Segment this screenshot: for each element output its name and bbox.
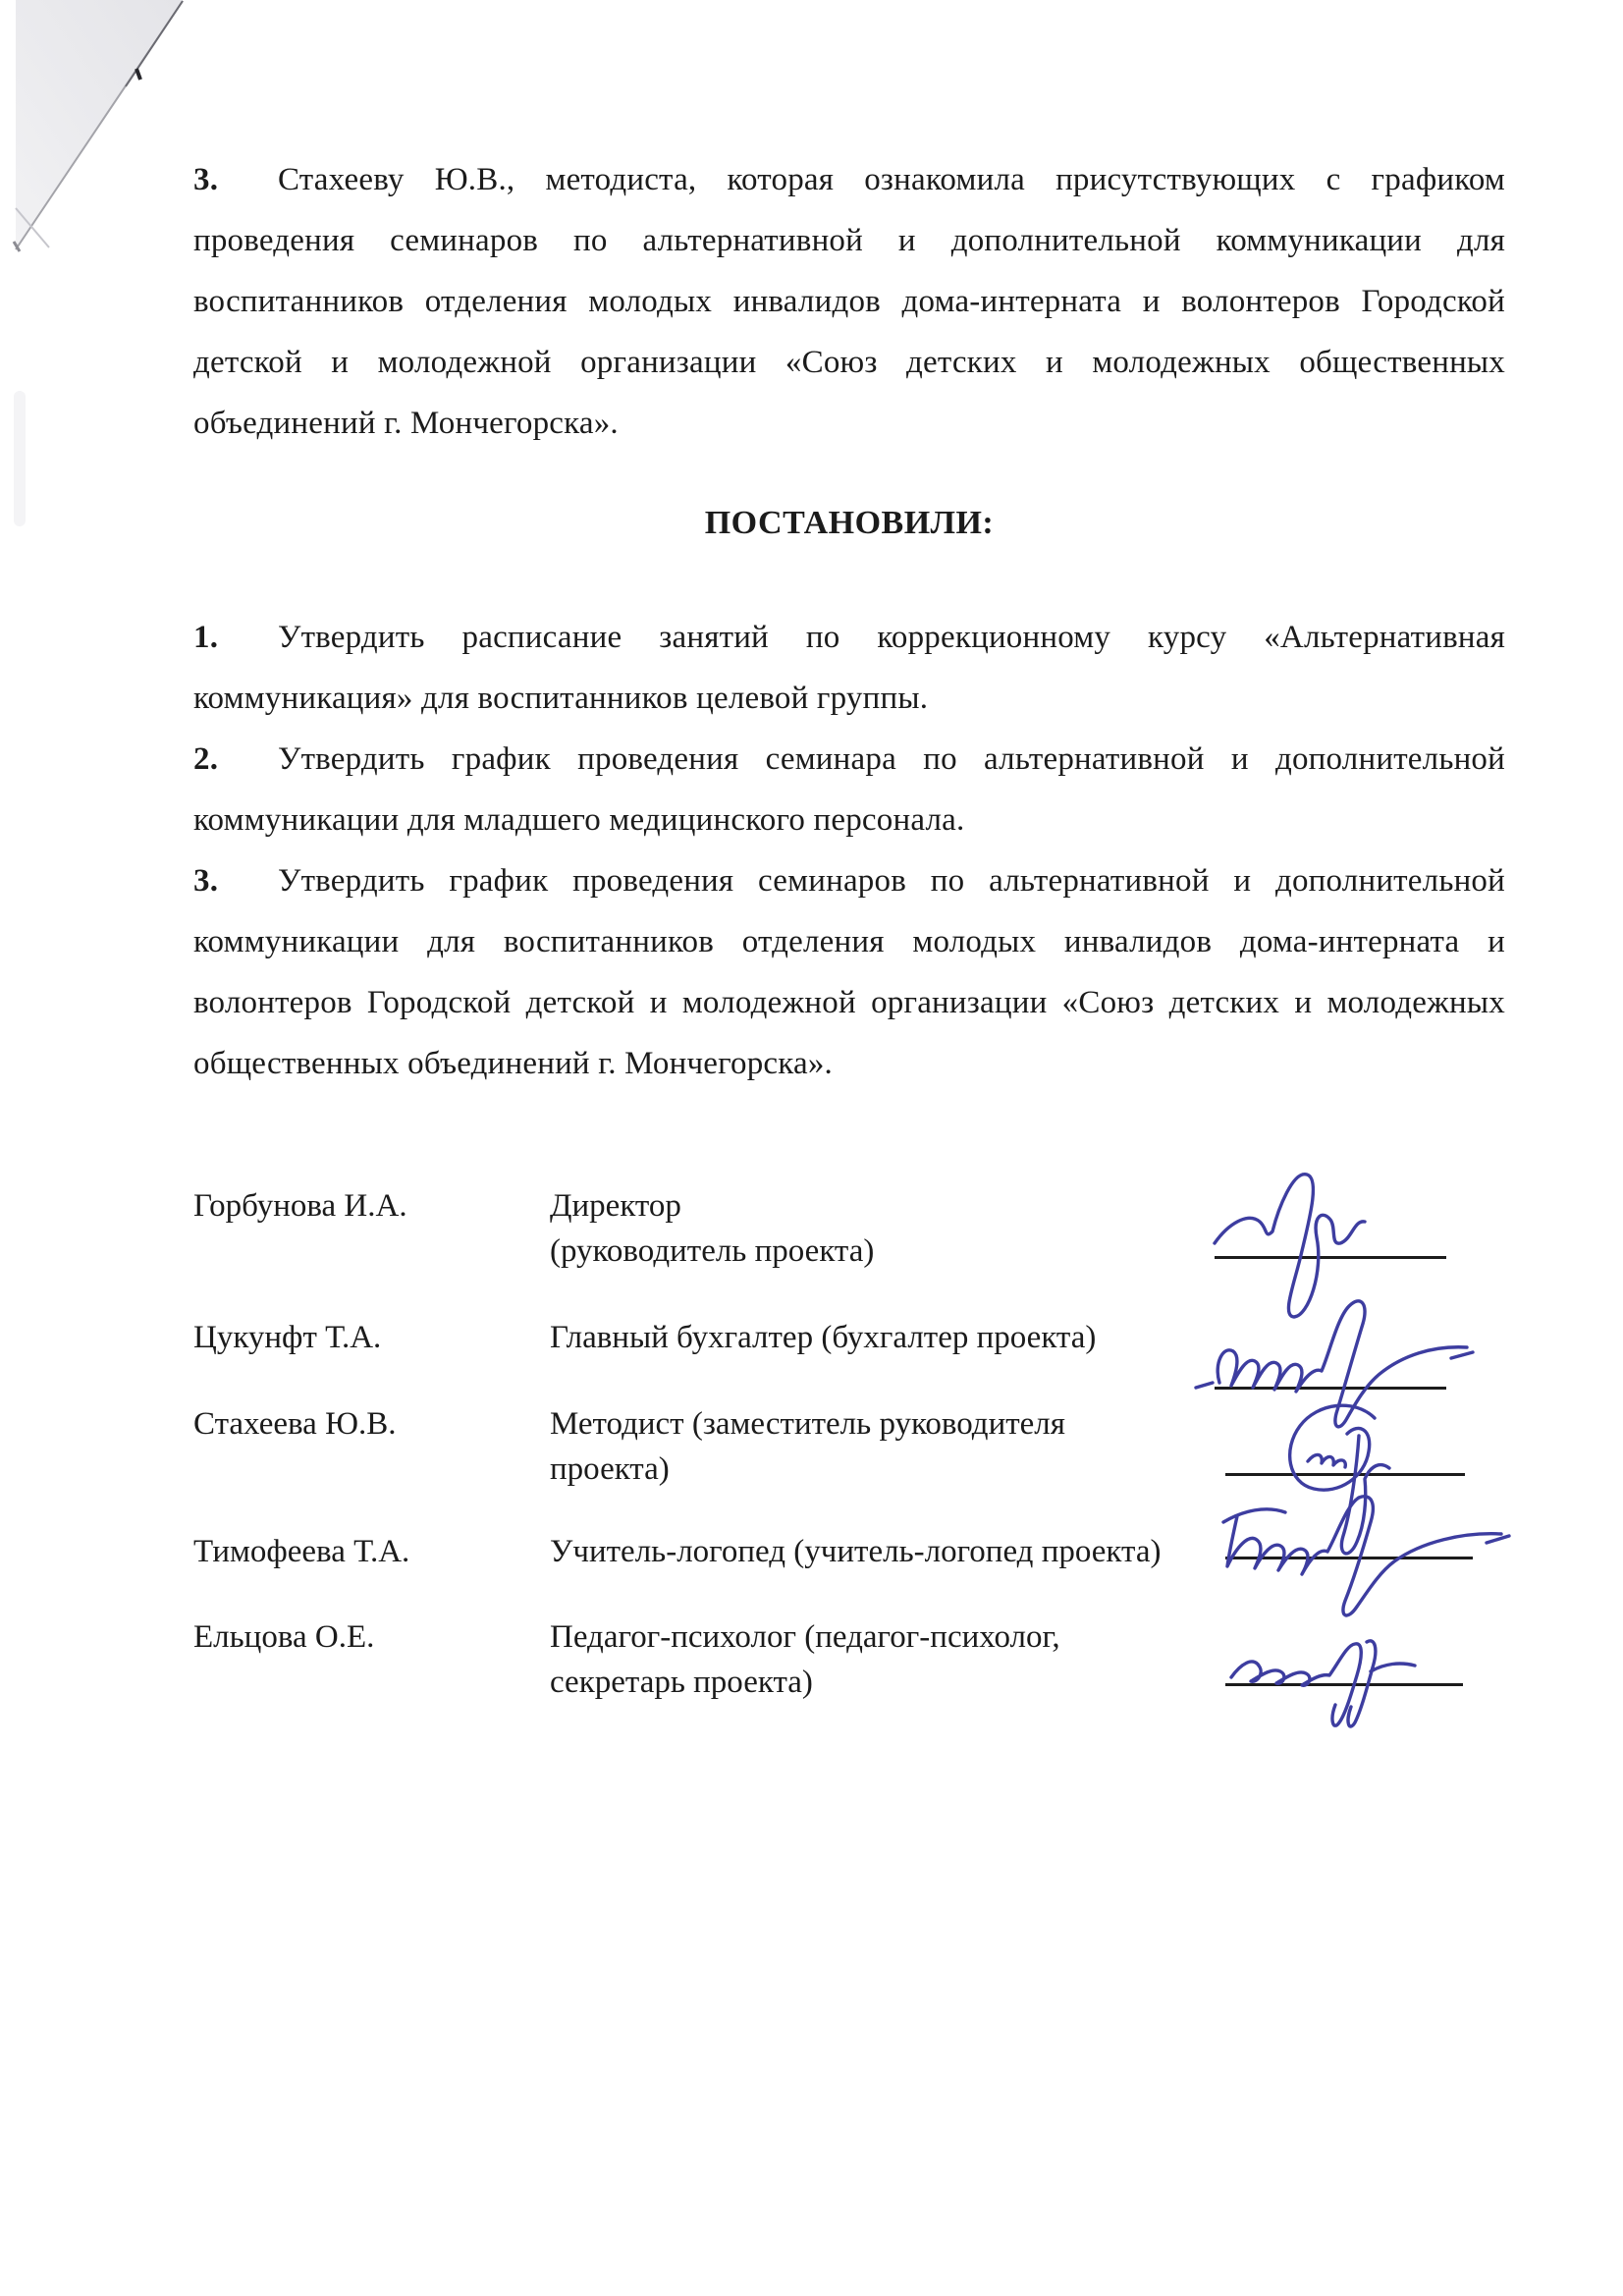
signatory-name: Горбунова И.А.: [193, 1188, 407, 1224]
signature-eltsova-ink: [1223, 1632, 1449, 1742]
item-text: Утвердить график проведения семинаров по альтернативной и дополнительной коммуникации для воспитанников отделения молодых инвалидов дома-интерната и волонтеров Городской детской и молодежной организации «Союз детских и молодежных общественных объединений г. Мончегорска».: [193, 863, 1505, 1081]
paragraph-item-3: [193, 149, 1505, 454]
item-text: Утвердить расписание занятий по коррекционному курсу «Альтернативная коммуникация» для воспитанников целевой группы.: [193, 620, 1505, 716]
signature-tsukunft-ink: [1190, 1288, 1485, 1436]
signature-timofeeva-ink: [1210, 1491, 1524, 1628]
signatory-position: [550, 1183, 1188, 1274]
position-line: проекта): [550, 1451, 670, 1487]
signatory-position: [550, 1529, 1188, 1574]
signatory-position: [550, 1401, 1188, 1492]
signature-line: [1225, 1557, 1473, 1559]
resolution-item-1: [193, 607, 1505, 729]
item-number: 1.: [193, 620, 219, 655]
signature-line: [1215, 1387, 1446, 1390]
signatory-position: [550, 1614, 1188, 1705]
scan-edge-artifact: [14, 391, 26, 526]
item-text: Стахееву Ю.В., методиста, которая ознакомила присутствующих с графиком проведения семинаров по альтернативной и дополнительной коммуникации для воспитанников отделения молодых инвалидов дома-интерната и волонтеров Городской детской и молодежной организации «Союз детских и молодежных общественных объединений г. Мончегорска».: [193, 162, 1505, 441]
item-number: 2.: [193, 741, 219, 777]
signature-line: [1215, 1256, 1446, 1259]
signatory-name: Стахеева Ю.В.: [193, 1406, 397, 1442]
position-line: секретарь проекта): [550, 1665, 813, 1700]
resolutions-block: [193, 607, 1505, 1094]
signature-line: [1225, 1473, 1465, 1476]
signatory-name: Цукунфт Т.А.: [193, 1320, 382, 1355]
resolution-item-3: [193, 850, 1505, 1094]
position-line: (руководитель проекта): [550, 1233, 875, 1269]
signature-line: [1225, 1683, 1463, 1686]
resolved-heading: ПОСТАНОВИЛИ:: [704, 505, 995, 541]
position-line: Методист (заместитель руководителя: [550, 1406, 1065, 1442]
position-line: Педагог-психолог (педагог-психолог,: [550, 1619, 1060, 1655]
signatory-name: Тимофеева Т.А.: [193, 1534, 410, 1569]
item-text: Утвердить график проведения семинара по альтернативной и дополнительной коммуникации для младшего медицинского персонала.: [193, 741, 1505, 838]
position-line: Главный бухгалтер (бухгалтер проекта): [550, 1320, 1097, 1355]
page-curl-artifact: [0, 0, 196, 257]
signature-gorbunova-ink: [1203, 1161, 1458, 1333]
signatory-position: [550, 1315, 1188, 1360]
item-number: 3.: [193, 162, 219, 197]
intro-paragraph-block: [193, 149, 1505, 454]
resolution-item-2: [193, 729, 1505, 850]
signature-stakheeva-ink: [1249, 1393, 1435, 1569]
position-line: Учитель-логопед (учитель-логопед проекта): [550, 1534, 1162, 1569]
position-line: Директор: [550, 1188, 681, 1224]
signatory-name: Ельцова О.Е.: [193, 1619, 375, 1655]
item-number: 3.: [193, 863, 219, 899]
